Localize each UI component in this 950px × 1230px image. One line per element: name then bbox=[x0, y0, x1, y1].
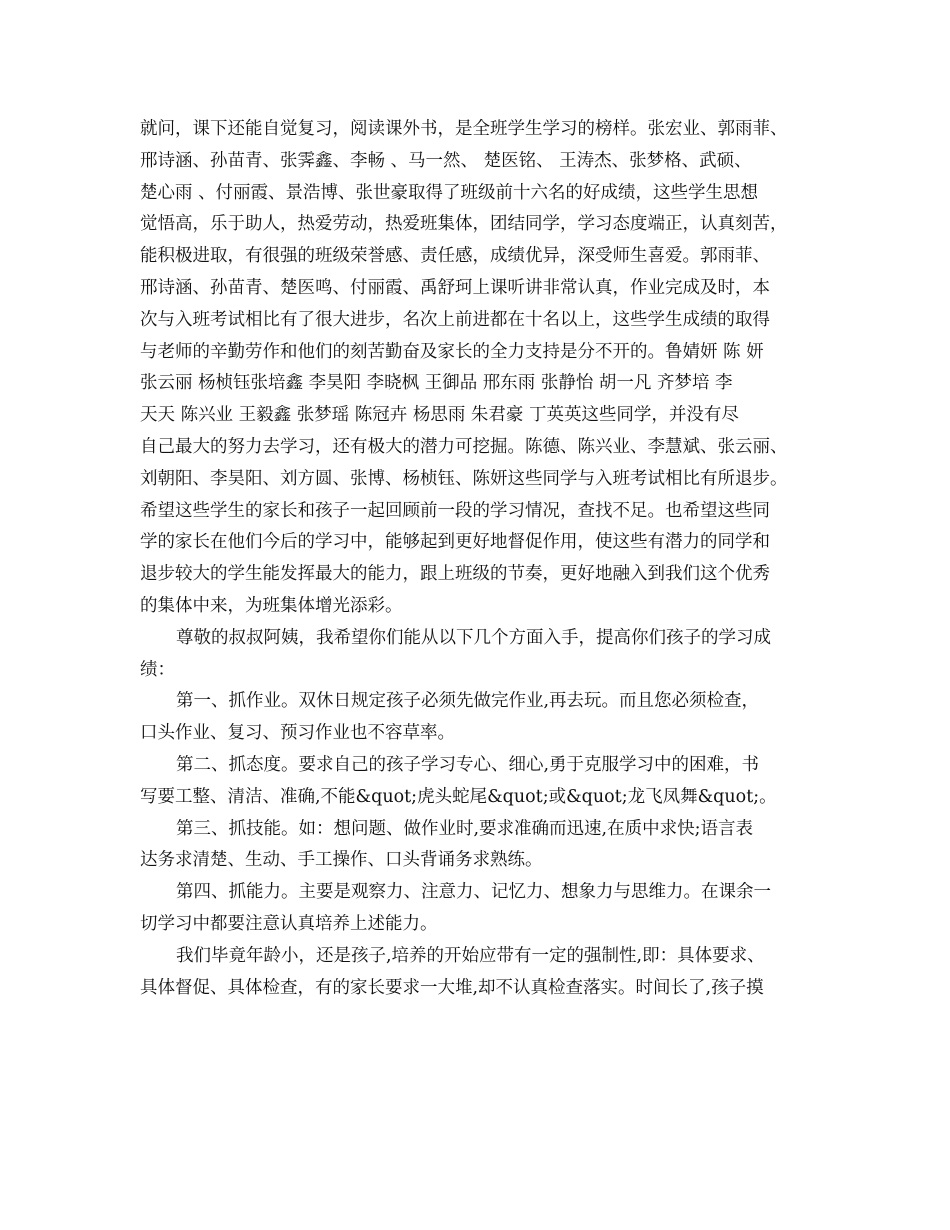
text-line: 第四、抓能力。主要是观察力、注意力、记忆力、想象力与思维力。在课余一 bbox=[176, 882, 771, 903]
text-line: 具体督促、具体检查，有的家长要求一大堆,却不认真检查落实。时间长了,孩子摸 bbox=[140, 977, 764, 998]
text-line: 第二、抓态度。要求自己的孩子学习专心、细心,勇于克服学习中的困难，书 bbox=[176, 754, 760, 775]
text-line: 天天 陈兴业 王毅鑫 张梦瑶 陈冠卉 杨思雨 朱君豪 丁英英这些同学，并没有尽 bbox=[140, 405, 739, 426]
text-line: 觉悟高，乐于助人，热爱劳动，热爱班集体，团结同学，学习态度端正，认真刻苦， bbox=[140, 214, 788, 235]
text-line: 写要工整、清洁、准确,不能&quot;虎头蛇尾&quot;或&quot;龙飞凤舞&quot;。 bbox=[140, 786, 777, 807]
text-line: 邢诗涵、孙苗青、楚医鸣、付丽霞、禹舒珂上课听讲非常认真，作业完成及时，本 bbox=[140, 277, 770, 298]
text-line: 尊敬的叔叔阿姨，我希望你们能从以下几个方面入手，提高你们孩子的学习成 bbox=[176, 627, 771, 648]
text-line: 学的家长在他们今后的学习中，能够起到更好地督促作用，使这些有潜力的同学和 bbox=[140, 532, 770, 553]
text-line: 口头作业、复习、预习作业也不容草率。 bbox=[140, 723, 455, 744]
text-line: 切学习中都要注意认真培养上述能力。 bbox=[140, 913, 438, 934]
text-line: 达务求清楚、生动、手工操作、口头背诵务求熟练。 bbox=[140, 850, 543, 871]
text-line: 与老师的辛勤劳作和他们的刻苦勤奋及家长的全力支持是分不开的。鲁婧妍 陈 妍 bbox=[140, 341, 764, 362]
text-line: 希望这些学生的家长和孩子一起回顾前一段的学习情况，查找不足。也希望这些同 bbox=[140, 500, 770, 521]
text-line: 次与入班考试相比有了很大进步，名次上前进都在十名以上，这些学生成绩的取得 bbox=[140, 309, 770, 330]
text-line: 自己最大的努力去学习，还有极大的潜力可挖掘。陈德、陈兴业、李慧斌、张云丽、 bbox=[140, 436, 788, 457]
text-line: 我们毕竟年龄小，还是孩子,培养的开始应带有一定的强制性,即：具体要求、 bbox=[176, 945, 765, 966]
text-line: 楚心雨 、付丽霞、景浩博、张世豪取得了班级前十六名的好成绩，这些学生思想 bbox=[140, 182, 759, 203]
text-line: 第三、抓技能。如：想问题、做作业时,要求准确而迅速,在质中求快;语言表 bbox=[176, 818, 754, 839]
text-line: 退步较大的学生能发挥最大的能力，跟上班级的节奏，更好地融入到我们这个优秀 bbox=[140, 564, 770, 585]
text-line: 的集体中来，为班集体增光添彩。 bbox=[140, 595, 403, 616]
text-line: 张云丽 杨桢钰张培鑫 李昊阳 李晓枫 王御品 邢东雨 张静怡 胡一凡 齐梦培 李 bbox=[140, 373, 733, 394]
text-line: 第一、抓作业。双休日规定孩子必须先做完作业,再去玩。而且您必须检查， bbox=[176, 691, 760, 712]
text-line: 能积极进取，有很强的班级荣誉感、责任感，成绩优异，深受师生喜爱。郭雨菲、 bbox=[140, 246, 770, 267]
text-line: 刘朝阳、李昊阳、刘方圆、张博、杨桢钰、陈妍这些同学与入班考试相比有所退步。 bbox=[140, 468, 788, 489]
text-line: 就问，课下还能自觉复习，阅读课外书，是全班学生学习的榜样。张宏业、郭雨菲、 bbox=[140, 119, 788, 139]
text-line: 邢诗涵、孙苗青、张霁鑫、李畅 、马一然、 楚医铭、 王涛杰、张梦格、武硕、 bbox=[140, 150, 752, 171]
document-body bbox=[140, 114, 820, 1004]
text-line: 绩： bbox=[140, 659, 175, 680]
